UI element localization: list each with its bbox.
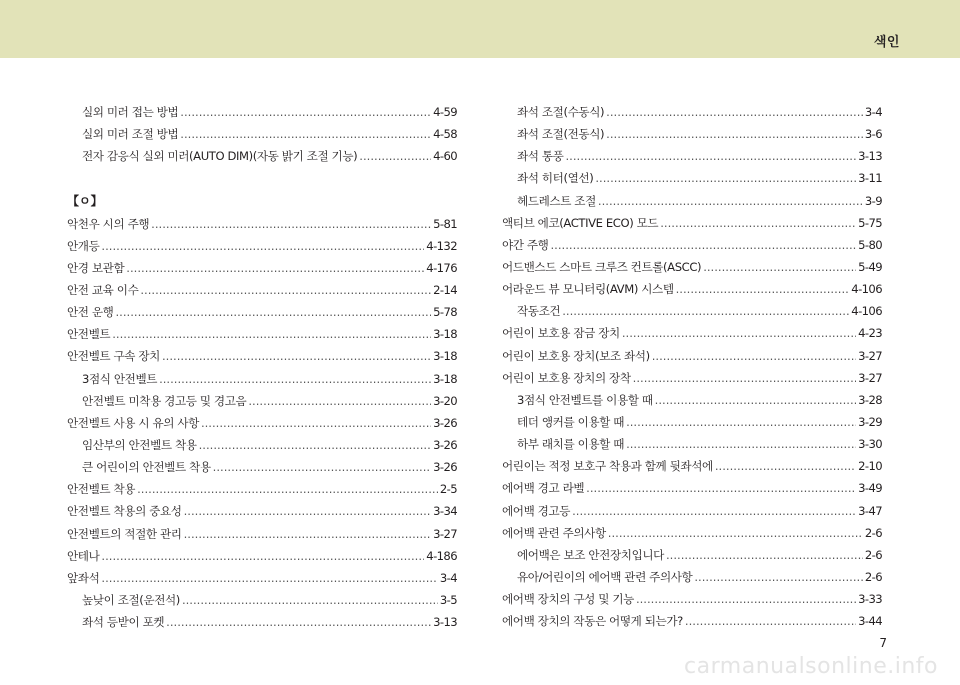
- index-entry-page: 3-26: [433, 437, 457, 452]
- index-entry-page: 3-18: [433, 327, 457, 342]
- index-entry[interactable]: [502, 477, 882, 499]
- index-entry-text: 3점식 안전벨트: [82, 371, 158, 386]
- index-entry-page: 4-186: [426, 548, 457, 563]
- index-entry-page: 5-49: [858, 259, 882, 274]
- index-entry[interactable]: [502, 256, 882, 278]
- dot-leader: [633, 367, 856, 389]
- dot-leader: [606, 123, 863, 145]
- dot-leader: [213, 456, 431, 478]
- index-entry-text: 에어백 경고 라벨: [502, 481, 585, 496]
- index-entry[interactable]: [502, 278, 882, 300]
- dot-leader: [655, 389, 856, 411]
- index-entry[interactable]: [502, 610, 882, 632]
- index-entry-text: 안전벨트 사용 시 유의 사항: [67, 415, 199, 430]
- index-entry[interactable]: [67, 456, 457, 478]
- index-entry[interactable]: [502, 455, 882, 477]
- index-entry-text: 작동조건: [517, 304, 561, 319]
- index-entry-text: 어라운드 뷰 모니터링(AVM) 시스템: [502, 282, 674, 297]
- index-entry[interactable]: [502, 123, 882, 145]
- index-entry-text: 어린이 보호용 잠금 장치: [502, 326, 620, 341]
- index-entry-page: 2-14: [433, 282, 457, 297]
- index-entry[interactable]: [502, 190, 882, 212]
- dot-leader: [586, 477, 856, 499]
- index-entry[interactable]: [502, 145, 882, 167]
- index-entry-page: 3-20: [433, 393, 457, 408]
- index-entry-page: 3-27: [858, 370, 882, 385]
- dot-leader: [166, 611, 431, 633]
- dot-leader: [685, 610, 856, 632]
- page-number: 7: [879, 636, 887, 650]
- index-entry-text: 하부 래치를 이용할 때: [517, 437, 625, 452]
- header-bar: [0, 0, 960, 58]
- index-entry[interactable]: [502, 433, 882, 455]
- index-entry-text: 임산부의 안전벨트 착용: [82, 437, 197, 452]
- index-entry-text: 헤드레스트 조절: [517, 193, 596, 208]
- index-entry-page: 4-176: [426, 260, 457, 275]
- index-entry-text: 앞좌석: [67, 570, 100, 585]
- index-entry-page: 3-13: [433, 615, 457, 630]
- index-entry-page: 3-27: [858, 348, 882, 363]
- index-entry[interactable]: [67, 145, 457, 167]
- index-entry-page: 4-58: [433, 127, 457, 142]
- index-entry[interactable]: [502, 212, 882, 234]
- dot-leader: [622, 322, 856, 344]
- left-bottom-list: [67, 213, 457, 634]
- index-entry-page: 3-6: [864, 127, 882, 142]
- index-entry-page: 4-106: [851, 282, 882, 297]
- dot-leader: [199, 434, 432, 456]
- index-entry-text: 좌석 조절(수동식): [517, 105, 605, 119]
- dot-leader: [703, 256, 856, 278]
- dot-leader: [101, 235, 424, 257]
- index-entry-text: 안경 보관함: [67, 260, 125, 275]
- dot-leader: [676, 278, 850, 300]
- index-entry-text: 좌석 등받이 포켓: [82, 615, 165, 630]
- index-entry-text: 에어백 장치의 작동은 어떻게 되는가?: [502, 614, 683, 629]
- dot-leader: [652, 345, 856, 367]
- index-entry-text: 에어백 관련 주의사항: [502, 525, 606, 540]
- index-entry[interactable]: [67, 412, 457, 434]
- dot-leader: [115, 301, 431, 323]
- index-entry-page: 3-18: [433, 349, 457, 364]
- index-entry-text: 실외 미러 조절 방법: [82, 127, 179, 142]
- index-entry[interactable]: [67, 301, 457, 323]
- index-entry[interactable]: [67, 235, 457, 257]
- index-entry-page: 5-81: [433, 216, 457, 231]
- index-entry-text: 안전 교육 이수: [67, 282, 139, 297]
- index-entry-page: 4-23: [858, 326, 882, 341]
- index-entry-page: 3-49: [858, 481, 882, 496]
- index-entry[interactable]: [67, 123, 457, 145]
- dot-leader: [184, 500, 432, 522]
- index-entry[interactable]: [67, 345, 457, 367]
- index-entry-text: 어린이는 적정 보호구 착용과 함께 뒷좌석에: [502, 459, 713, 474]
- index-entry-page: 3-9: [864, 193, 882, 208]
- index-entry-page: 3-28: [858, 392, 882, 407]
- right-list: [502, 101, 882, 632]
- index-entry[interactable]: [502, 389, 882, 411]
- dot-leader: [182, 589, 438, 611]
- index-entry[interactable]: [67, 523, 457, 545]
- dot-leader: [126, 257, 424, 279]
- index-entry-text: 안전벨트 미착용 경고등 및 경고음: [82, 393, 247, 408]
- index-entry-text: 어린이 보호용 장치의 장착: [502, 370, 631, 385]
- dot-leader: [101, 545, 424, 567]
- index-entry-text: 높낮이 조절(운전석): [82, 592, 180, 607]
- index-entry-text: 좌석 조절(전동식): [517, 127, 605, 142]
- index-entry-text: 유아/어린이의 에어백 관련 주의사항: [517, 569, 693, 584]
- index-entry-page: 3-27: [433, 526, 457, 541]
- index-entry-page: 3-47: [858, 503, 882, 518]
- index-entry-text: 좌석 통풍: [517, 149, 564, 164]
- index-entry-page: 2-6: [864, 547, 882, 562]
- index-entry-text: 악천우 시의 주행: [67, 216, 150, 231]
- index-entry[interactable]: [67, 390, 457, 412]
- left-top-list: [67, 101, 457, 167]
- index-entry-page: 3-34: [433, 504, 457, 519]
- index-entry-text: 좌석 히터(열선): [517, 171, 594, 186]
- index-entry-page: 3-30: [858, 437, 882, 452]
- dot-leader: [180, 123, 431, 145]
- index-entry-text: 3점식 안전벨트를 이용할 때: [517, 392, 653, 407]
- index-entry[interactable]: [67, 257, 457, 279]
- dot-leader: [715, 455, 856, 477]
- index-entry-page: 3-5: [439, 592, 457, 607]
- dot-leader: [694, 566, 863, 588]
- watermark: carmanualsonline.info: [684, 654, 938, 679]
- index-entry[interactable]: [502, 167, 882, 189]
- dot-leader: [550, 234, 856, 256]
- index-entry-page: 3-44: [858, 614, 882, 629]
- index-entry-text: 전자 감응식 실외 미러(AUTO DIM)(자동 밝기 조절 기능): [82, 149, 358, 164]
- index-entry-page: 4-60: [433, 149, 457, 164]
- index-entry-page: 3-33: [858, 592, 882, 607]
- index-entry-page: 4-132: [426, 238, 457, 253]
- dot-leader: [180, 101, 431, 123]
- index-entry-page: 5-75: [858, 215, 882, 230]
- index-entry-page: 3-29: [858, 414, 882, 429]
- index-entry[interactable]: [502, 300, 882, 322]
- index-entry-text: 안전벨트 착용의 중요성: [67, 504, 182, 519]
- index-entry[interactable]: [67, 478, 457, 500]
- dot-leader: [595, 167, 856, 189]
- index-entry[interactable]: [67, 279, 457, 301]
- index-entry-page: 2-6: [864, 525, 882, 540]
- index-entry-page: 5-78: [433, 305, 457, 320]
- index-entry-text: 야간 주행: [502, 237, 549, 252]
- dot-leader: [626, 433, 856, 455]
- dot-leader: [606, 101, 863, 123]
- dot-leader: [359, 145, 431, 167]
- index-entry-text: 안전 운행: [67, 305, 114, 320]
- index-entry-page: 3-4: [439, 570, 457, 585]
- header-title: 색인: [873, 35, 900, 50]
- index-entry-page: 3-26: [433, 415, 457, 430]
- dot-leader: [140, 279, 431, 301]
- index-entry-page: 2-6: [864, 569, 882, 584]
- index-entry[interactable]: [502, 101, 882, 123]
- dot-leader: [159, 368, 431, 390]
- index-entry-text: 어드밴스드 스마트 크루즈 컨트롤(ASCC): [502, 259, 702, 274]
- index-entry-page: 3-18: [433, 371, 457, 386]
- index-entry[interactable]: [502, 322, 882, 344]
- index-entry-text: 안개등: [67, 238, 100, 253]
- dot-leader: [112, 323, 431, 345]
- index-entry[interactable]: [67, 567, 457, 589]
- index-entry-text: 어린이 보호용 장치(보조 좌석): [502, 348, 650, 363]
- dot-leader: [162, 345, 431, 367]
- index-entry-text: 안테나: [67, 548, 100, 563]
- index-entry-text: 안전벨트의 적절한 관리: [67, 526, 182, 541]
- index-entry-text: 큰 어린이의 안전벨트 착용: [82, 460, 211, 475]
- index-entry[interactable]: [502, 500, 882, 522]
- dot-leader: [565, 145, 856, 167]
- index-entry[interactable]: [67, 101, 457, 123]
- index-entry-text: 실외 미러 접는 방법: [82, 105, 179, 119]
- dot-leader: [101, 567, 437, 589]
- dot-leader: [562, 300, 849, 322]
- index-entry[interactable]: [67, 545, 457, 567]
- index-entry[interactable]: [67, 434, 457, 456]
- index-entry[interactable]: [502, 566, 882, 588]
- right-column: [502, 101, 882, 632]
- index-entry-page: 4-106: [851, 304, 882, 319]
- index-entry-page: 4-59: [433, 105, 457, 119]
- index-entry-text: 안전벨트: [67, 327, 111, 342]
- dot-leader: [626, 411, 856, 433]
- dot-leader: [137, 478, 438, 500]
- index-entry-page: 3-4: [864, 105, 882, 119]
- index-entry-text: 에어백 장치의 구성 및 기능: [502, 592, 634, 607]
- index-entry-page: 2-10: [858, 459, 882, 474]
- index-entry[interactable]: [67, 323, 457, 345]
- dot-leader: [201, 412, 431, 434]
- index-entry-text: 에어백은 보조 안전장치입니다: [517, 547, 664, 562]
- section-heading: 【ㅇ】: [67, 194, 103, 209]
- dot-leader: [598, 190, 863, 212]
- index-entry[interactable]: [502, 544, 882, 566]
- index-entry[interactable]: [502, 345, 882, 367]
- left-column: [67, 101, 457, 633]
- dot-leader: [184, 523, 432, 545]
- dot-leader: [248, 390, 431, 412]
- index-entry[interactable]: [67, 368, 457, 390]
- index-entry-page: 3-13: [858, 149, 882, 164]
- index-entry[interactable]: [67, 611, 457, 633]
- index-entry-page: 5-80: [858, 237, 882, 252]
- index-entry-text: 안전벨트 착용: [67, 482, 136, 497]
- dot-leader: [151, 213, 431, 235]
- index-entry-page: 3-11: [858, 171, 882, 186]
- index-entry[interactable]: [67, 589, 457, 611]
- dot-leader: [636, 588, 856, 610]
- index-entry[interactable]: [502, 234, 882, 256]
- index-entry[interactable]: [67, 213, 457, 235]
- index-entry-text: 액티브 에코(ACTIVE ECO) 모드: [502, 215, 659, 230]
- index-entry-page: 2-5: [439, 482, 457, 497]
- dot-leader: [666, 544, 863, 566]
- index-entry[interactable]: [502, 367, 882, 389]
- dot-leader: [660, 212, 856, 234]
- index-entry[interactable]: [67, 500, 457, 522]
- index-entry-page: 3-26: [433, 460, 457, 475]
- dot-leader: [608, 522, 863, 544]
- index-entry[interactable]: [502, 522, 882, 544]
- index-entry-text: 테더 앵커를 이용할 때: [517, 414, 625, 429]
- index-entry-text: 에어백 경고등: [502, 503, 571, 518]
- index-entry[interactable]: [502, 588, 882, 610]
- index-entry-text: 안전벨트 구속 장치: [67, 349, 160, 364]
- dot-leader: [572, 500, 856, 522]
- index-entry[interactable]: [502, 411, 882, 433]
